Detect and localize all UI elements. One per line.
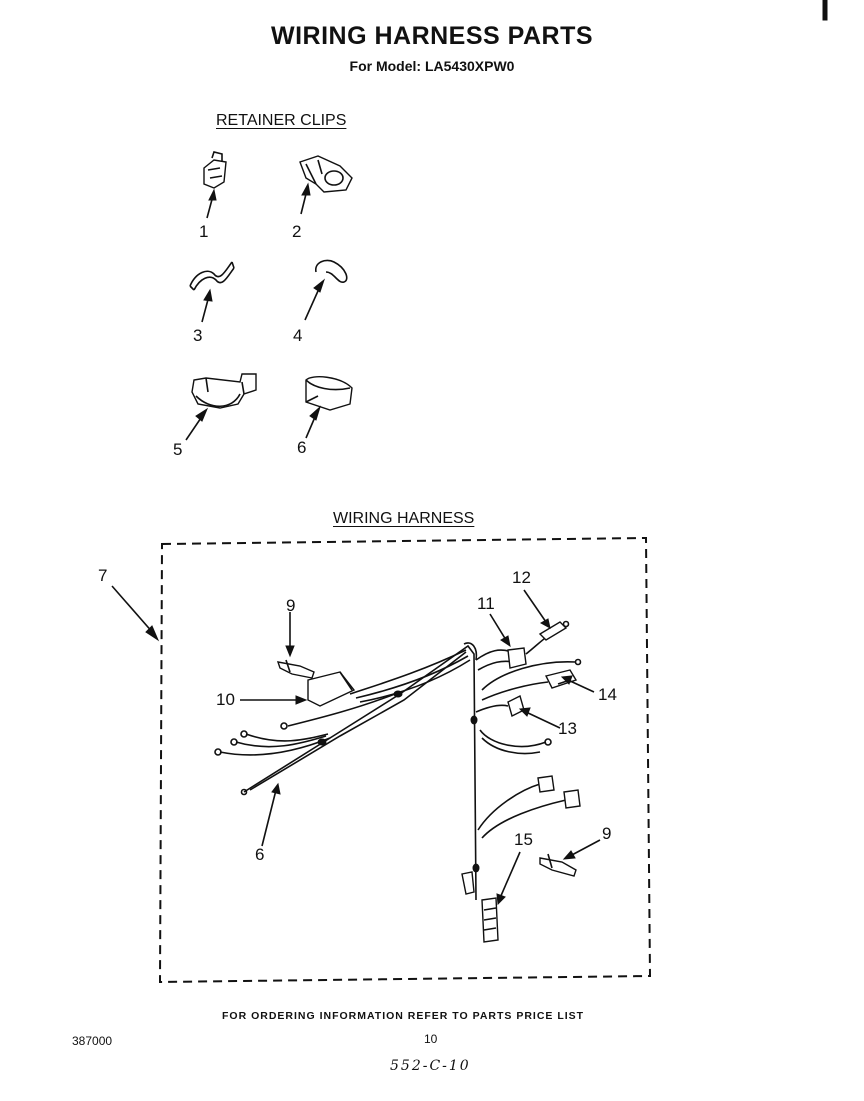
callout-2: 2 [292, 222, 302, 241]
callout-9-right: 9 [602, 824, 612, 843]
callout-4: 4 [293, 326, 303, 345]
clip-2-drawing [300, 156, 352, 214]
ordering-note: FOR ORDERING INFORMATION REFER TO PARTS PRICE LIST [222, 1010, 585, 1022]
callout-7: 7 [98, 566, 108, 585]
document-number: 387000 [72, 1034, 113, 1048]
callout-1: 1 [199, 222, 209, 241]
section-wiring-harness: WIRING HARNESS [333, 510, 475, 527]
callout-11: 11 [477, 594, 495, 613]
edge-mark [823, 0, 827, 20]
callout-6-harness: 6 [255, 845, 265, 864]
clip-3-drawing [190, 262, 234, 322]
callout-3: 3 [193, 326, 203, 345]
model-subtitle: For Model: LA5430XPW0 [349, 58, 515, 74]
callout-6: 6 [297, 438, 307, 457]
handwritten-code: 552-C-10 [390, 1058, 471, 1074]
clip-5-drawing [186, 374, 256, 440]
callout-12: 12 [512, 568, 531, 587]
page-number: 10 [424, 1032, 438, 1046]
clip-6-drawing [306, 377, 352, 438]
page-title: WIRING HARNESS PARTS [270, 22, 594, 50]
harness-drawing [215, 622, 581, 943]
callout-5: 5 [173, 440, 183, 459]
callout-13: 13 [558, 719, 577, 738]
callout-15: 15 [514, 830, 533, 849]
harness-frame [160, 538, 650, 982]
clip-1-drawing [204, 152, 226, 218]
callout-9-left: 9 [286, 596, 296, 615]
callout-10: 10 [216, 690, 235, 709]
callout-14: 14 [598, 685, 617, 704]
clip-4-drawing [305, 260, 347, 320]
section-retainer-clips: RETAINER CLIPS [216, 112, 347, 129]
